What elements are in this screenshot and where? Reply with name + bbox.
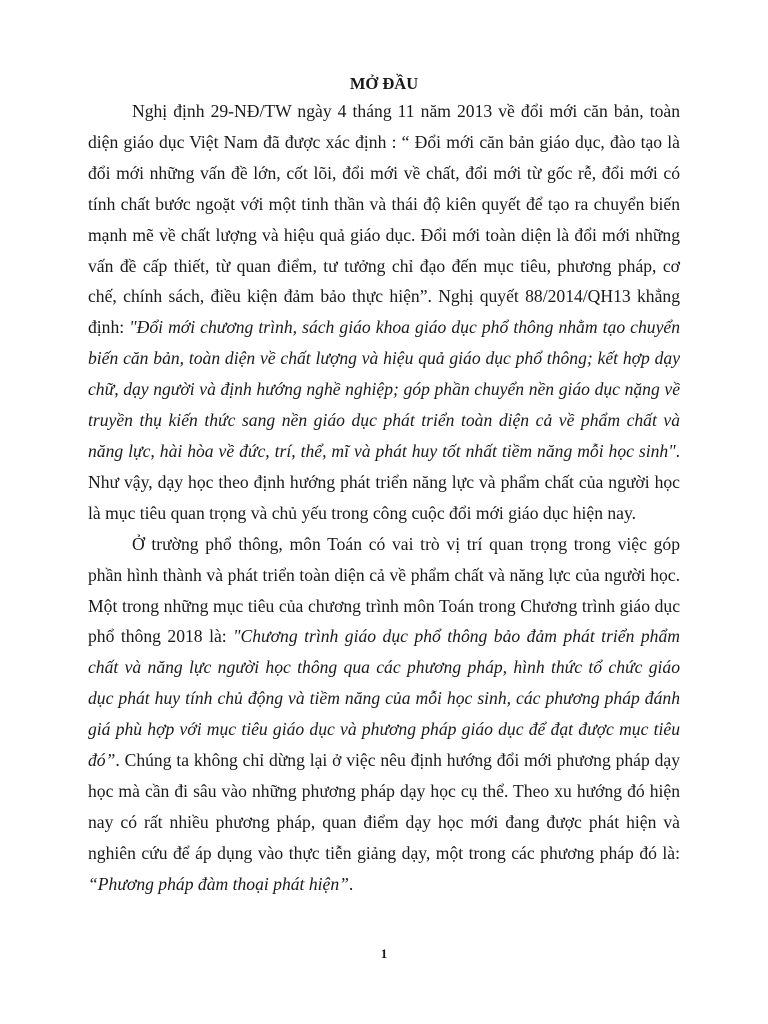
paragraph-text: . Chúng ta không chỉ dừng lại ở việc nêu định hướng đổi mới phương pháp dạy học mà cần đi sâu vào những phương pháp dạy học cụ thể. Theo xu hướng đó hiện nay có rất nhiều phương pháp, quan điểm dạy học mới đang được phát hiện và nghiên cứu để áp dụng vào thực tiễn giảng dạy, một trong các phương pháp đó là: [88,750,680,863]
page-title: MỞ ĐẦU [349,74,419,93]
quote-program-2018: "Chương trình giáo dục phổ thông bảo đảm phát triển phẩm chất và năng lực người học thông qua các phương pháp, hình thức tổ chức giáo dục phát huy tính chủ động và tiềm năng của mỗi học sinh, các phương pháp đánh giá phù hợp với mục tiêu giáo dục và phương pháp giáo dục để đạt được mục tiêu đó” [88,626,680,771]
paragraph-text: . [348,873,354,894]
method-name: “Phương pháp đàm thoại phát hiện” [88,873,349,894]
quote-resolution-88: "Đổi mới chương trình, sách giáo khoa giáo dục phổ thông nhằm tạo chuyển biến căn bản, toàn diện về chất lượng và hiệu quả giáo dục phổ thông; kết hợp dạy chữ, dạy người và định hướng nghề nghiệp; góp phần chuyển nền giáo dục nặng về truyền thụ kiến thức sang nền giáo dục phát triển toàn diện cả về phẩm chất và năng lực, hài hòa về đức, trí, thể, mĩ và phát huy tốt nhất tiềm năng mỗi học sinh" [88,317,680,461]
page-number: 1 [380,946,388,961]
paragraph-text: Nghị định 29-NĐ/TW ngày 4 tháng 11 năm 2013 về đổi mới căn bản, toàn diện giáo dục Việt Nam đã được xác định : “ Đổi mới căn bản giáo dục, đào tạo là đổi mới những vấn đề lớn, cốt lõi, đổi mới về chất, đổi mới từ gốc rễ, đổi mới có tính chất bước ngoặt với một tinh thần và thái độ kiên quyết để tạo ra chuyển biến mạnh mẽ về chất lượng và hiệu quả giáo dục. Đổi mới toàn diện là đổi mới những vấn đề cấp thiết, từ quan điểm, tư tưởng chỉ đạo đến mục tiêu, phương pháp, cơ chế, chính sách, điều kiện đảm bảo thực hiện”. Nghị quyết 88/2014/QH13 khẳng định: [88,101,680,338]
paragraph-2 [88,529,680,900]
paragraph-text: . Như vậy, dạy học theo định hướng phát triển năng lực và phẩm chất của người học là mục tiêu quan trọng và chủ yếu trong công cuộc đổi mới giáo dục hiện nay. [88,440,680,523]
paragraph-1 [88,96,680,529]
paragraph-text: Ở trường phổ thông, môn Toán có vai trò vị trí quan trọng trong việc góp phần hình thành và phát triển toàn diện cả về phẩm chất và năng lực của người học. Một trong những mục tiêu của chương trình môn Toán trong Chương trình giáo dục phổ thông 2018 là: [88,533,680,647]
document-body [88,96,680,900]
